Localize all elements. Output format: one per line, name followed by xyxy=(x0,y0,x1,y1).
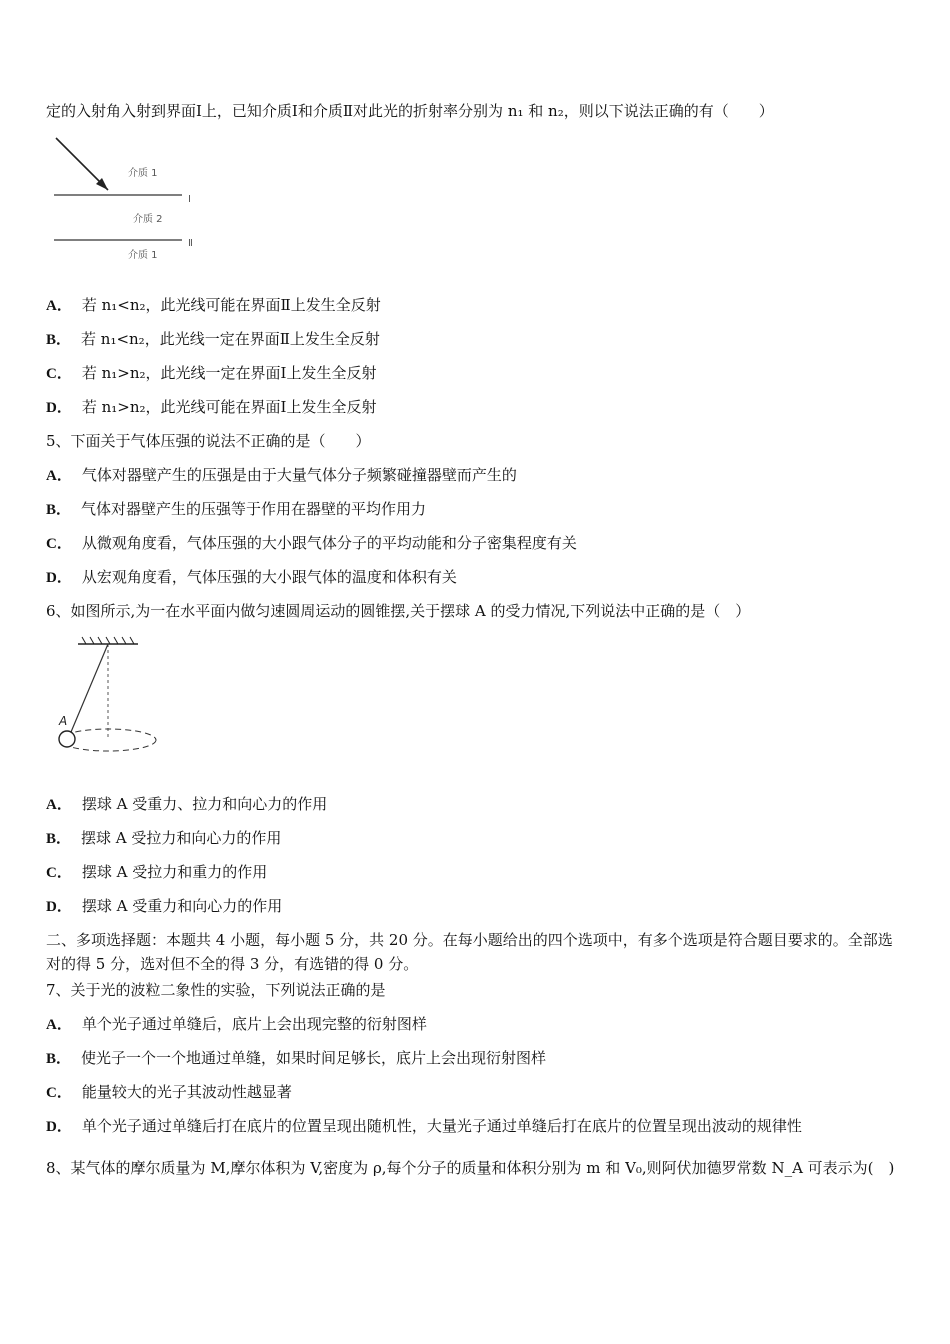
q6-option-d: D． 摆球 A 受重力和向心力的作用 xyxy=(46,897,283,915)
q7-stem: 7、关于光的波粒二象性的实验，下列说法正确的是 xyxy=(46,981,386,999)
q7-option-b: B． 使光子一个一个地通过单缝，如果时间足够长，底片上会出现衍射图样 xyxy=(46,1049,547,1067)
q6-stem: 6、如图所示,为一在水平面内做匀速圆周运动的圆锥摆,关于摆球 A 的受力情况,下列说法中正确的是（ ） xyxy=(46,602,751,620)
medium-1-bottom-label: 介质 1 xyxy=(128,250,158,261)
q4-option-d: D． 若 n₁>n₂，此光线可能在界面Ⅰ上发生全反射 xyxy=(46,398,377,416)
conical-pendulum-figure xyxy=(52,634,164,758)
refraction-figure xyxy=(46,134,216,264)
interface-2-label: Ⅱ xyxy=(188,238,193,249)
q6-option-a: A． 摆球 A 受重力、拉力和向心力的作用 xyxy=(46,795,328,813)
q4-option-c: C． 若 n₁>n₂，此光线一定在界面Ⅰ上发生全反射 xyxy=(46,364,377,382)
medium-2-label: 介质 2 xyxy=(133,214,163,225)
interface-1-label: Ⅰ xyxy=(188,194,191,205)
ball-a-label: A xyxy=(59,714,68,728)
section-2-heading: 二、多项选择题：本题共 4 小题，每小题 5 分，共 20 分。在每小题给出的四个选项中，有多个选项是符合题目要求的。全部选对的得 5 分，选对但不全的得 3 分，有选错的得 0 分。 xyxy=(46,931,893,973)
q5-option-c: C． 从微观角度看，气体压强的大小跟气体分子的平均动能和分子密集程度有关 xyxy=(46,534,577,552)
q5-option-a: A． 气体对器壁产生的压强是由于大量气体分子频繁碰撞器壁而产生的 xyxy=(46,466,517,484)
q7-option-c: C． 能量较大的光子其波动性越显著 xyxy=(46,1083,292,1101)
q5-option-d: D． 从宏观角度看，气体压强的大小跟气体的温度和体积有关 xyxy=(46,568,457,586)
q4-stem: 定的入射角入射到界面Ⅰ上，已知介质Ⅰ和介质Ⅱ对此光的折射率分别为 n₁ 和 n₂，则以下说法正确的有（ ） xyxy=(46,102,774,120)
q7-option-d: D． 单个光子通过单缝后打在底片的位置呈现出随机性，大量光子通过单缝后打在底片的位置呈现出波动的规律性 xyxy=(46,1117,802,1135)
q8-stem: 8、某气体的摩尔质量为 M,摩尔体积为 V,密度为 ρ,每个分子的质量和体积分别为 m 和 V₀,则阿伏加德罗常数 N_A 可表示为( ) xyxy=(46,1159,895,1177)
q6-option-c: C． 摆球 A 受拉力和重力的作用 xyxy=(46,863,268,881)
q4-option-a: A． 若 n₁<n₂，此光线可能在界面Ⅱ上发生全反射 xyxy=(46,296,381,314)
q5-stem: 5、下面关于气体压强的说法不正确的是（ ） xyxy=(46,432,371,450)
q7-option-a: A． 单个光子通过单缝后，底片上会出现完整的衍射图样 xyxy=(46,1015,427,1033)
q6-option-b: B． 摆球 A 受拉力和向心力的作用 xyxy=(46,829,282,847)
q4-option-b: B． 若 n₁<n₂，此光线一定在界面Ⅱ上发生全反射 xyxy=(46,330,380,348)
q5-option-b: B． 气体对器壁产生的压强等于作用在器壁的平均作用力 xyxy=(46,500,427,518)
medium-1-top-label: 介质 1 xyxy=(128,168,158,179)
